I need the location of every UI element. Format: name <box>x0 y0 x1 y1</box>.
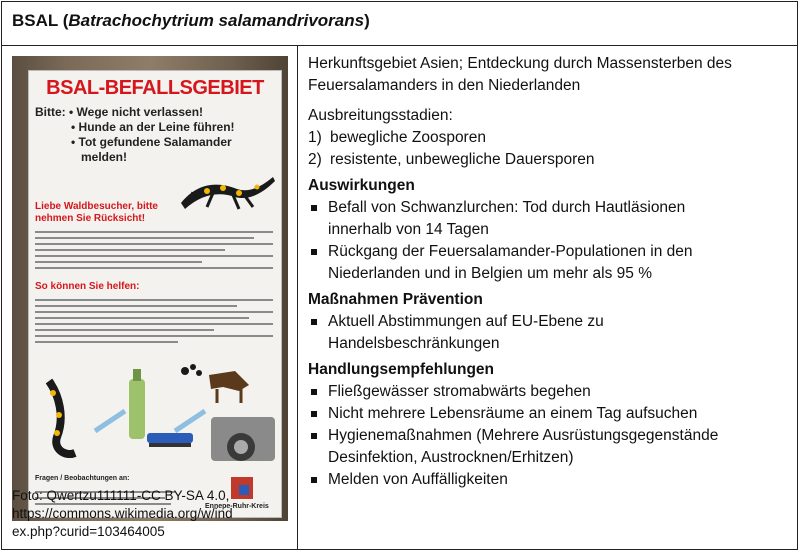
stages-list <box>308 127 787 171</box>
bullet-icon <box>308 469 328 491</box>
list-item: Nicht mehrere Lebensräume an einem Tag aufsuchen <box>308 403 787 425</box>
recommendations-heading: Handlungsempfehlungen <box>308 361 494 378</box>
bullet-icon <box>308 381 328 403</box>
info-table <box>1 1 798 550</box>
poster-heading: BSAL-BEFALLSGEBIET <box>46 77 264 99</box>
photo-cell <box>2 46 298 550</box>
poster-appeal: Liebe Waldbesucher, bitte nehmen Sie Rücksicht! <box>35 201 158 224</box>
title-suffix: ) <box>364 11 370 30</box>
prevention-heading: Maßnahmen Prävention <box>308 291 483 308</box>
stages-heading: Ausbreitungsstadien: <box>308 107 453 124</box>
bullet-icon <box>308 311 328 355</box>
bullet-icon <box>308 241 328 285</box>
list-item: 1) bewegliche Zoosporen <box>308 129 486 146</box>
poster-help-heading: So können Sie helfen: <box>35 281 140 292</box>
bullet-icon <box>308 425 328 469</box>
page-title <box>2 2 797 46</box>
salamander-illustration <box>177 163 277 219</box>
bullet-icon <box>308 197 328 241</box>
bsal-poster <box>28 70 282 518</box>
bullet-icon <box>308 403 328 425</box>
warning-sign-photo <box>12 56 288 521</box>
effects-list <box>308 197 787 285</box>
list-item: Melden von Auffälligkeiten <box>308 469 787 491</box>
list-item: Befall von Schwanzlurchen: Tod durch Hautläsionen innerhalb von 14 Tagen <box>308 197 787 241</box>
info-cell <box>298 46 797 550</box>
prevention-list <box>308 311 787 355</box>
list-item: Aktuell Abstimmungen auf EU-Ebene zu Handelsbeschränkungen <box>308 311 787 355</box>
title-latin-name: Batrachochytrium salamandrivorans <box>68 11 365 30</box>
list-item: Fließgewässer stromabwärts begehen <box>308 381 787 403</box>
poster-small-text-1 <box>35 231 273 273</box>
poster-footer-district: Ennepe-Ruhr-Kreis <box>205 503 269 510</box>
list-item: 2) resistente, unbewegliche Dauersporen <box>308 151 595 168</box>
title-prefix: BSAL ( <box>12 11 69 30</box>
poster-footer-contact: Fragen / Beobachtungen an: <box>35 475 130 482</box>
poster-request-list: Bitte: • Wege nicht verlassen! • Hunde an der Leine führen! • Tot gefundene Salamander melden! <box>35 105 235 164</box>
list-item: Hygienemaßnahmen (Mehrere Ausrüstungsgegenstände Desinfektion, Austrocknen/Erhitzen) <box>308 425 787 469</box>
origin-text: Herkunftsgebiet Asien; Entdeckung durch Massensterben des Feuersalamanders in den Niederlanden <box>308 55 732 94</box>
poster-small-text-2 <box>35 299 273 347</box>
recommendations-list <box>308 381 787 491</box>
effects-heading: Auswirkungen <box>308 177 415 194</box>
photo-caption: Foto: Qwertzu111111-CC BY-SA 4.0, https://commons.wikimedia.org/w/ind ex.php?curid=103464005 <box>12 488 233 539</box>
poster-illustrations <box>35 361 275 471</box>
list-item: Rückgang der Feuersalamander-Populationen in den Niederlanden und in Belgien um mehr als 95 % <box>308 241 787 285</box>
